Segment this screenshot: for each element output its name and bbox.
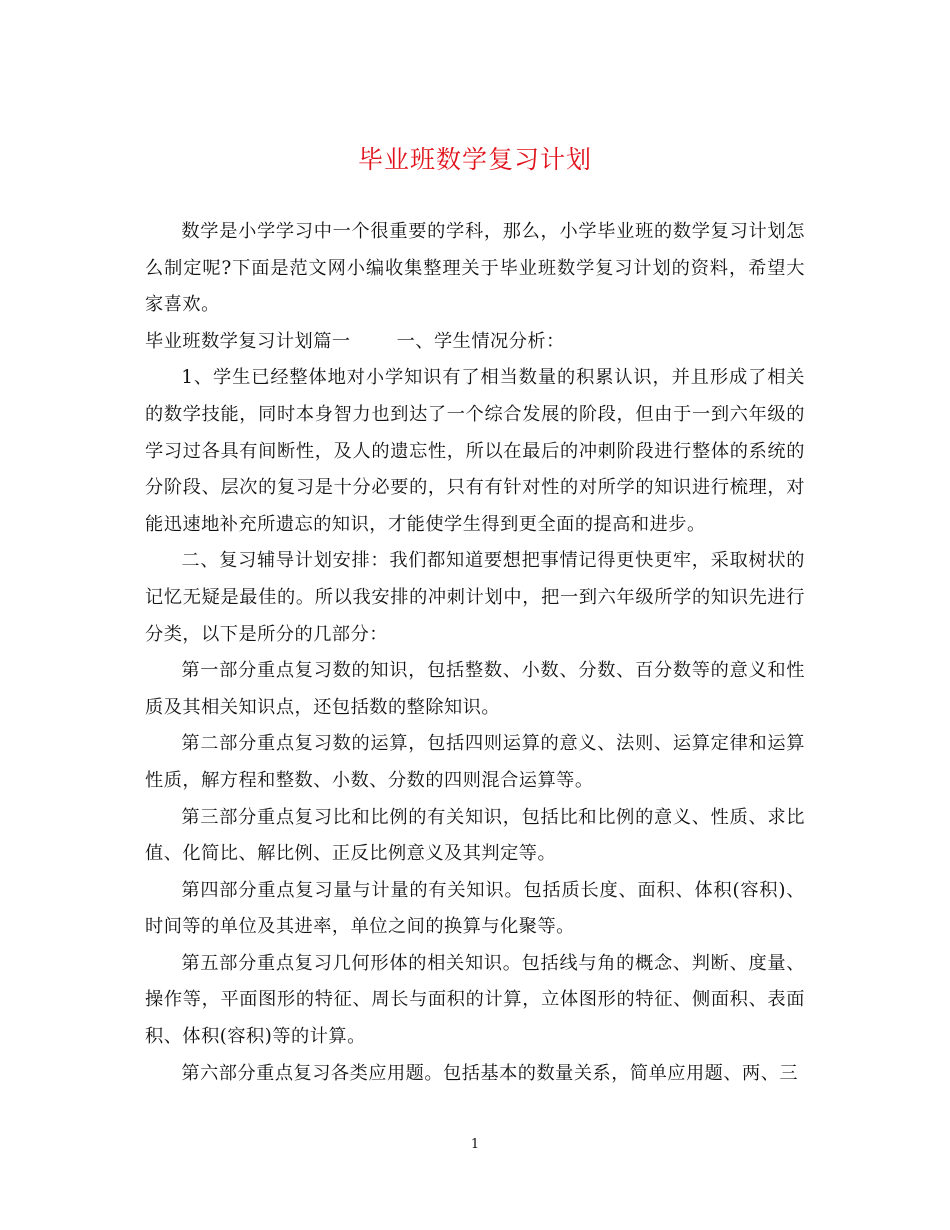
section-sub-title: 一、学生情况分析： xyxy=(396,330,565,352)
intro-paragraph: 数学是小学学习中一个很重要的学科，那么，小学毕业班的数学复习计划怎么制定呢?下面是范文网小编收集整理关于毕业班数学复习计划的资料，希望大家喜欢。 xyxy=(145,221,805,316)
paragraph-part-three: 第三部分重点复习比和比例的有关知识，包括比和比例的意义、性质、求比值、化简比、解比例、正反比例意义及其判定等。 xyxy=(145,806,805,865)
page-title: 毕业班数学复习计划 xyxy=(357,145,592,174)
paragraph-part-two: 第二部分重点复习数的运算，包括四则运算的意义、法则、运算定律和运算性质，解方程和整数、小数、分数的四则混合运算等。 xyxy=(145,733,805,791)
paragraph-review-plan: 二、复习辅导计划安排：我们都知道要想把事情记得更快更牢，采取树状的记忆无疑是最佳的。所以我安排的冲刺计划中，把一到六年级所学的知识先进行分类，以下是所分的几部分： xyxy=(145,550,805,645)
paragraph-part-four: 第四部分重点复习量与计量的有关知识。包括质长度、面积、体积(容积)、时间等的单位及其进率，单位之间的换算与化聚等。 xyxy=(145,879,805,938)
paragraph-part-five: 第五部分重点复习几何形体的相关知识。包括线与角的概念、判断、度量、操作等，平面图形的特征、周长与面积的计算，立体图形的特征、侧面积、表面积、体积(容积)等的计算。 xyxy=(145,952,805,1048)
paragraph-student-analysis: 1、学生已经整体地对小学知识有了相当数量的积累认识，并且形成了相关的数学技能，同时本身智力也到达了一个综合发展的阶段，但由于一到六年级的学习过各具有间断性，及人的遗忘性，所以在最后的冲刺阶段进行整体的系统的分阶段、层次的复习是十分必要的，只有有针对性的对所学的知识进行梳理，对能迅速地补充所遗忘的知识，才能使学生得到更全面的提高和进步。 xyxy=(145,367,805,535)
section-heading xyxy=(145,324,805,361)
paragraph-part-one: 第一部分重点复习数的知识，包括整数、小数、分数、百分数等的意义和性质及其相关知识点，还包括数的整除知识。 xyxy=(145,660,805,718)
document-body xyxy=(145,214,805,1092)
section-part-title: 毕业班数学复习计划篇一 xyxy=(145,330,351,352)
paragraph-part-six: 第六部分重点复习各类应用题。包括基本的数量关系，简单应用题、两、三 xyxy=(181,1062,799,1084)
page-number: 1 xyxy=(470,1137,480,1152)
